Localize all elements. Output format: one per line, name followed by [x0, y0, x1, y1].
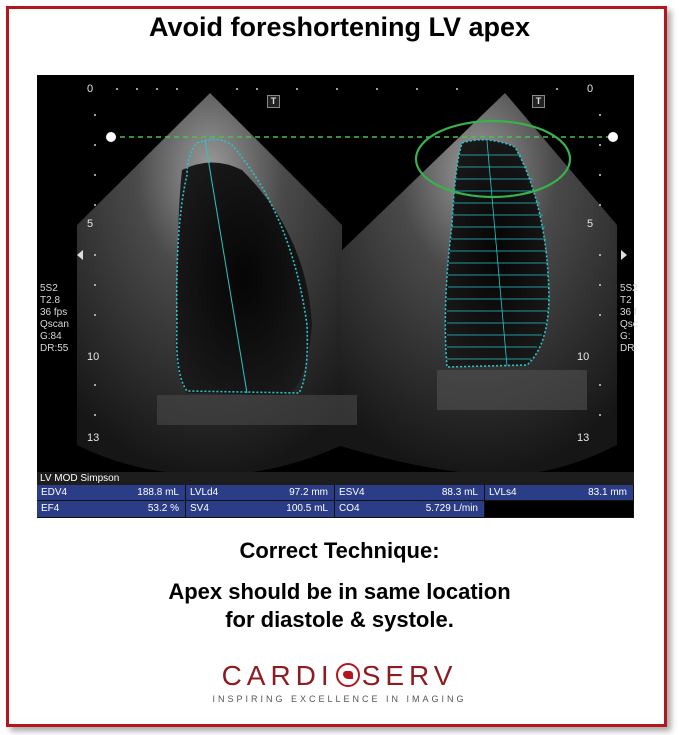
setting-fps: 36 fps	[40, 307, 68, 318]
caption-line-1: Apex should be in same location	[168, 579, 511, 604]
measurement-title: LV MOD Simpson	[37, 472, 634, 485]
depth-label-5-left: 5	[87, 218, 94, 230]
measurement-panel	[37, 472, 634, 518]
depth-label-10-left: 10	[87, 351, 100, 363]
caption-heading: Correct Technique:	[239, 538, 440, 563]
measurement-cell: SV4 100.5 mL	[186, 501, 335, 518]
heart-icon	[336, 663, 360, 687]
logo-tagline: INSPIRING EXCELLENCE IN IMAGING	[212, 694, 467, 704]
slide-title: Avoid foreshortening LV apex	[148, 12, 531, 42]
setting-probe: 5S2	[40, 283, 58, 294]
depth-label-13-right: 13	[577, 432, 590, 444]
depth-label-0-left: 0	[87, 83, 94, 95]
measurement-cell: EF4 53.2 %	[37, 501, 186, 518]
setting-freq-right: T2	[620, 295, 632, 306]
logo-text-right: SERV	[361, 660, 458, 691]
depth-label-5-right: 5	[587, 218, 594, 230]
measurement-cell: LVLs4 83.1 mm	[485, 485, 634, 501]
caption-body	[0, 578, 679, 634]
setting-gain: G:84	[40, 331, 62, 342]
measurement-cell: CO4 5.729 L/min	[335, 501, 485, 518]
orientation-marker-left: T	[267, 95, 280, 108]
guide-handle-right	[608, 132, 618, 142]
guide-handle-left	[106, 132, 116, 142]
left-settings-panel	[40, 283, 69, 355]
setting-dr: DR:55	[40, 343, 69, 354]
measurement-cell: ESV4 88.3 mL	[335, 485, 485, 501]
cardioserv-logo	[0, 660, 679, 704]
depth-label-0-right: 0	[587, 83, 594, 95]
setting-dr-right: DR:	[620, 343, 638, 354]
logo-wordmark	[0, 660, 679, 692]
setting-gain-right: G:	[620, 331, 631, 342]
logo-text-left: CARDI	[221, 660, 334, 691]
echo-graphic	[37, 75, 634, 518]
measurement-cell: LVLd4 97.2 mm	[186, 485, 335, 501]
depth-label-13-left: 13	[87, 432, 100, 444]
setting-probe-right: 5S2	[620, 283, 638, 294]
setting-mode-right: Qsc	[620, 319, 638, 330]
setting-mode: Qscan	[40, 319, 69, 330]
setting-freq: T2.8	[40, 295, 61, 306]
setting-fps-right: 36 f	[620, 307, 637, 318]
measurement-cell-empty	[485, 501, 634, 518]
measurement-grid	[37, 485, 634, 518]
orientation-marker-right: T	[532, 95, 545, 108]
echo-image	[37, 75, 638, 518]
measurement-cell: EDV4 188.8 mL	[37, 485, 186, 501]
depth-label-10-right: 10	[577, 351, 590, 363]
right-settings-panel	[620, 283, 638, 355]
caption-line-2: for diastole & systole.	[225, 607, 454, 632]
